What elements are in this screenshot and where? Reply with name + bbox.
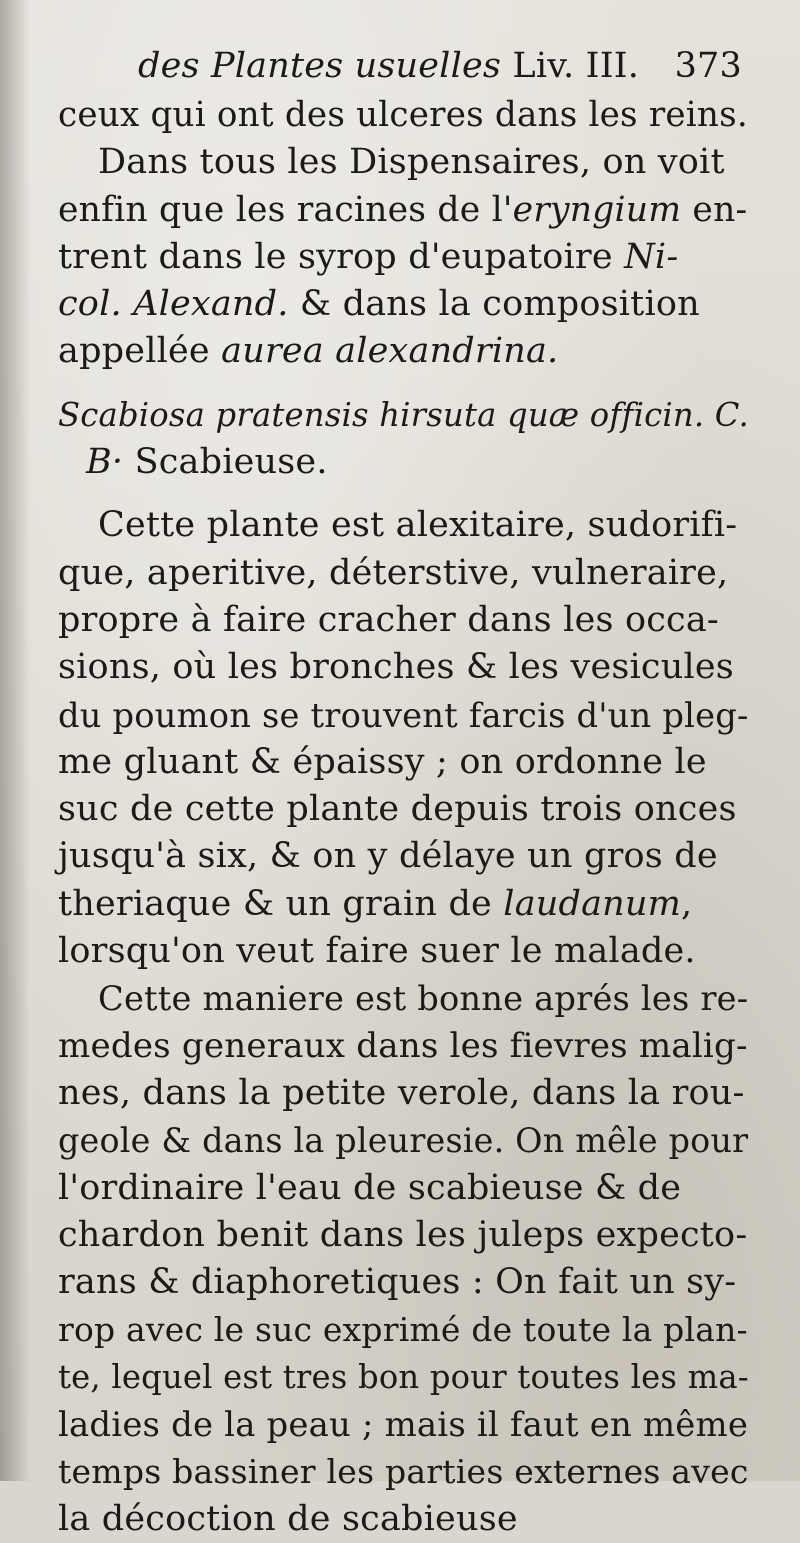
text-line: Cette maniere est bonne aprés les re- (98, 979, 749, 1019)
text-line: ceux qui ont des ulceres dans les reins. (58, 95, 748, 135)
text-line (58, 234, 728, 281)
text-line: Cette plante est alexitaire, sudorifi- (98, 505, 738, 546)
text-line: rans & diaphoretiques : On fait un sy- (58, 1262, 737, 1303)
text-span: , (681, 883, 693, 924)
entry-heading-common-name: Scabieuse. (123, 442, 328, 483)
section-gap (58, 376, 728, 392)
entry-heading-continued (58, 439, 728, 486)
running-title (138, 40, 639, 92)
text-span: enfin que les racines de l' (58, 189, 513, 230)
text-line: me gluant & épaissy ; on ordonne le (58, 741, 707, 782)
text-line: l'ordinaire l'eau de scabieuse & de (58, 1167, 682, 1208)
text-span: theriaque & un grain de (58, 883, 504, 924)
running-title-italic: des Plantes usuelles (138, 46, 502, 86)
latin-term: aurea alexandrina. (221, 331, 559, 372)
text-span: en- (681, 189, 748, 230)
text-line (58, 281, 728, 328)
text-line (58, 328, 728, 375)
text-line: jusqu'à six, & on y délaye un gros de (58, 836, 718, 877)
text-span: & dans la composition (288, 284, 700, 325)
entry-heading-italic: B· (86, 442, 124, 483)
text-line: te, lequel est tres bon pour toutes les ma- (58, 1357, 749, 1396)
text-line: geole & dans la pleuresie. On mêle pour (58, 1121, 749, 1161)
text-line: du poumon se trouvent farcis d'un pleg- (58, 695, 749, 735)
entry-heading: Scabiosa pratensis hirsuta quæ officin. C. (58, 395, 749, 434)
latin-term: col. Alexand. (58, 284, 289, 325)
page-header (58, 40, 742, 92)
text-line: que, aperitive, déterstive, vulneraire, (58, 552, 729, 593)
text-line: suc de cette plante depuis trois onces (58, 789, 737, 830)
text-line: ladies de la peau ; mais il faut en même (58, 1405, 749, 1445)
section-gap (58, 486, 728, 502)
latin-term: eryngium (512, 189, 682, 230)
latin-term: Ni- (624, 236, 679, 277)
page-text (58, 40, 749, 1543)
text-line: rop avec le suc exprimé de toute la plan- (58, 1310, 748, 1350)
text-line: chardon benit dans les juleps expecto- (58, 1214, 748, 1255)
text-span: appellée (58, 331, 222, 372)
text-line: lorsqu'on veut faire suer le malade. (58, 931, 696, 972)
text-line: medes generaux dans les fievres malig- (58, 1025, 748, 1066)
text-line: temps bassiner les parties externes avec (58, 1452, 749, 1492)
page-number: 373 (674, 46, 742, 86)
text-line: nes, dans la petite verole, dans la rou- (58, 1072, 745, 1113)
text-span: trent dans le syrop d'eupatoire (58, 236, 625, 277)
text-line (58, 187, 748, 234)
text-line: la décoction de scabieuse (58, 1498, 518, 1539)
binding-shadow (0, 0, 30, 1481)
text-line: Dans tous les Dispensaires, on voit (98, 142, 725, 183)
latin-term: laudanum (503, 883, 682, 924)
running-title-book: Liv. III. (512, 46, 640, 86)
text-line: sions, où les bronches & les vesicules (58, 647, 734, 688)
text-line (58, 881, 728, 928)
text-line: propre à faire cracher dans les occa- (58, 599, 719, 640)
